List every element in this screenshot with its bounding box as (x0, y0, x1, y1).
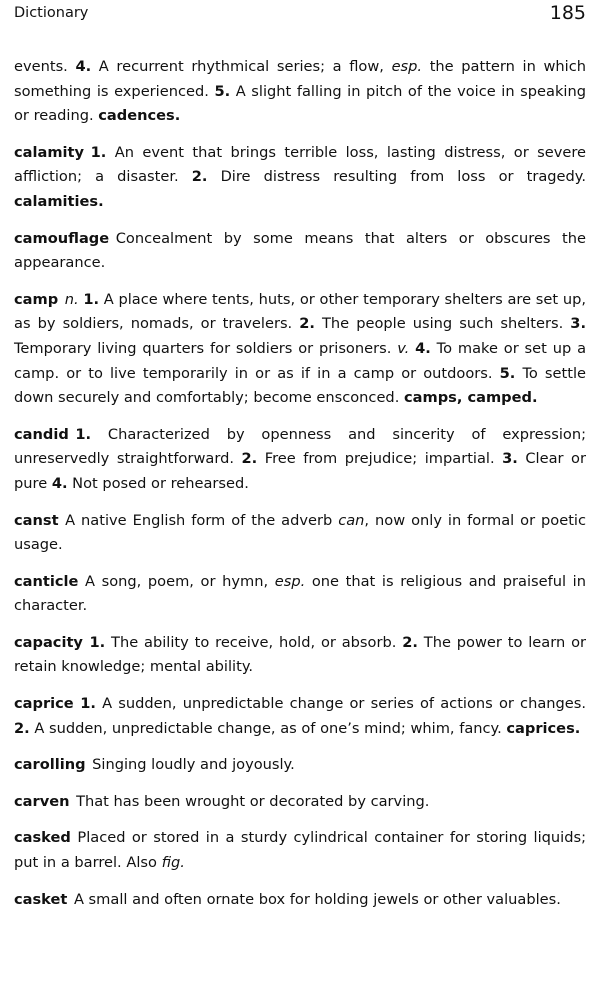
definition-text: 2. (191, 168, 208, 186)
entry-term: camouflage (14, 229, 110, 247)
definition-text: Free from prejudice; impartial. (257, 450, 503, 468)
definition-text: 4. (51, 474, 68, 492)
definition-text: 5. (214, 82, 231, 100)
definition-text: That has been wrought or decorated by carving. (76, 792, 430, 810)
definition-text: 2. (402, 633, 418, 651)
entry-term: carolling (14, 756, 86, 774)
definition-text: 3. (502, 450, 518, 468)
definition-text: Concealment by some means that alters or obscures the appearance. (14, 229, 586, 272)
definition-text: calamities. (14, 192, 104, 210)
definition-text: Temporary living quarters for soldiers or prisoners. (14, 339, 398, 357)
entry-term: calamity (14, 143, 85, 161)
dictionary-entry (14, 509, 586, 558)
definition-text: 4. (75, 58, 92, 75)
dictionary-entry (14, 288, 586, 411)
header-label: Dictionary (14, 5, 89, 21)
dictionary-entry (14, 141, 586, 215)
page-number: 185 (549, 2, 586, 24)
definition-text: can (338, 511, 365, 529)
definition-text: 3. (570, 315, 586, 333)
dictionary-entry (14, 826, 586, 875)
definition-text: 2. (241, 450, 258, 468)
definition-text: Singing loudly and joyously. (92, 756, 295, 774)
dictionary-entry (14, 631, 586, 680)
definition-text: Clear or pure (14, 450, 586, 492)
definition-text: The people using such shelters. (314, 315, 571, 333)
definition-text: camps, camped. (403, 389, 538, 407)
definition-text: Dire distress resulting from loss or tragedy. (207, 168, 586, 186)
definition-text: v. (397, 339, 410, 357)
definition-text: 4. (415, 339, 431, 357)
definition-text: 2. (299, 315, 315, 333)
definition-text: esp. (274, 572, 306, 590)
running-head (14, 2, 586, 26)
definition-text: Not posed or rehearsed. (67, 474, 249, 492)
dictionary-entry (14, 692, 586, 741)
definition-text: one that is religious and praiseful in character. (14, 572, 586, 615)
definition-text: 1. (80, 695, 96, 713)
definition-text: fig. (161, 854, 185, 872)
dictionary-entry (14, 55, 586, 129)
entry-term: canticle (14, 572, 79, 590)
definition-text: A small and often ornate box for holding jewels or other valuables. (73, 890, 561, 908)
definition-text: A recurrent rhythmical series; a flow, (91, 58, 392, 75)
definition-text: An event that brings terrible loss, lasting distress, or severe affliction; a disaster. (14, 143, 586, 186)
entry-term: caprice (14, 695, 74, 713)
definition-text: 1. (75, 425, 92, 443)
definition-text: the pattern in which something is experienced. (14, 58, 586, 100)
dictionary-entry (14, 888, 586, 913)
definition-text: A song, poem, or hymn, (84, 572, 275, 590)
definition-text: To settle down securely and comfortably; become ensconced. (14, 364, 586, 407)
entry-term: candid (14, 425, 69, 443)
dictionary-entry (14, 753, 586, 778)
definition-text: events. (14, 58, 76, 75)
definition-text: 2. (14, 719, 30, 737)
dictionary-entry (14, 790, 586, 815)
definition-text: caprices. (506, 719, 581, 737)
definition-text: Characterized by openness and sincerity of expression; unreservedly straightforward. (14, 425, 586, 468)
definition-text: esp. (391, 58, 423, 75)
dictionary-entry (14, 423, 586, 497)
definition-text: 1. (89, 633, 106, 651)
definition-text: A sudden, unpredictable change or series of actions or changes. (95, 695, 586, 713)
definition-text: A slight falling in pitch of the voice in speaking or reading. (14, 82, 586, 125)
definition-text: A place where tents, huts, or other temporary shelters are set up, as by soldiers, nomads, or travelers. (14, 290, 586, 333)
entry-term: casked (14, 829, 71, 847)
definition-text: A sudden, unpredictable change, as of one’s mind; whim, fancy. (29, 719, 507, 737)
entry-term: capacity (14, 633, 83, 651)
definition-text: A native English form of the adverb (65, 511, 339, 529)
entry-term: canst (14, 511, 59, 529)
dictionary-entry (14, 227, 586, 276)
definition-text: n. (64, 290, 79, 308)
definition-text: 5. (499, 364, 516, 382)
definition-text: The ability to receive, hold, or absorb. (105, 633, 403, 651)
definition-text: 1. (83, 290, 100, 308)
definition-text: , now only in formal or poetic usage. (14, 511, 586, 554)
entry-list (14, 55, 586, 924)
definition-text: The power to learn or retain knowledge; mental ability. (14, 633, 586, 676)
definition-text: 1. (90, 143, 107, 161)
entry-term: carven (14, 792, 70, 810)
definition-text: cadences. (98, 107, 181, 125)
entry-term: casket (14, 890, 68, 908)
definition-text: Placed or stored in a sturdy cylindrical container for storing liquids; put in a barrel. Also (14, 829, 586, 872)
dictionary-entry (14, 570, 586, 619)
entry-term: camp (14, 290, 59, 308)
definition-text: To make or set up a camp. or to live temporarily in or as if in a camp or outdoors. (14, 339, 587, 382)
